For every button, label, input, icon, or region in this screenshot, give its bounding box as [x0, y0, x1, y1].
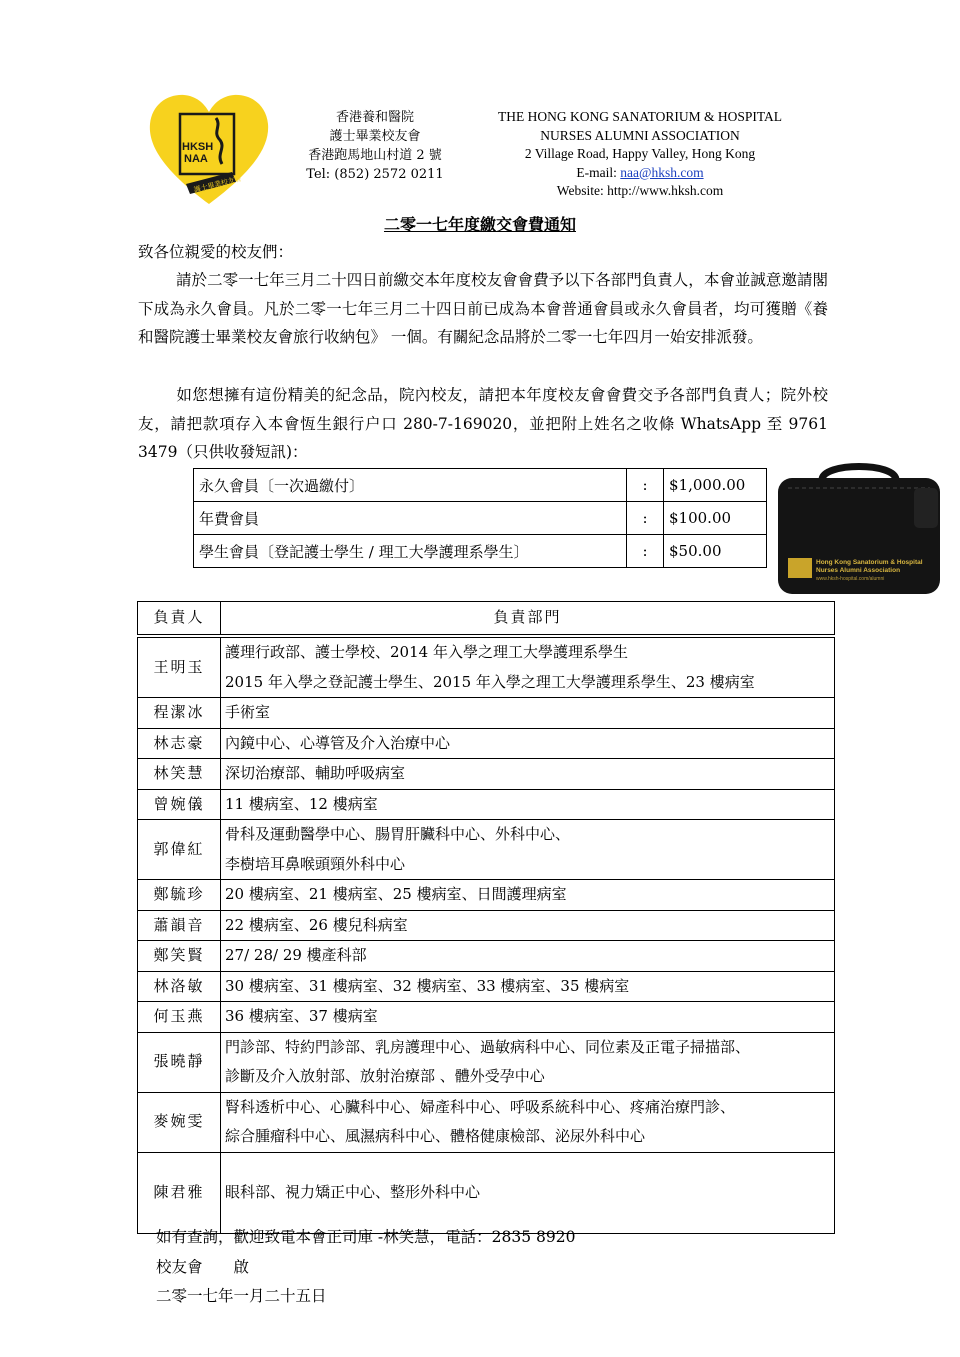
department-line: 深切治療部、輔助呼吸病室: [225, 764, 406, 782]
department-cell: [221, 698, 835, 729]
department-cell: [221, 789, 835, 820]
table-row: [138, 1152, 835, 1233]
fee-row: [194, 469, 767, 502]
header-en-assoc: NURSES ALUMNI ASSOCIATION: [540, 127, 740, 143]
table-row: [138, 910, 835, 941]
header-chinese: [290, 108, 460, 184]
header-en-email: [470, 164, 810, 183]
table-row: [138, 1032, 835, 1092]
logo-cn-text: 護士畢業校友會: [193, 174, 243, 195]
person-name: 蕭韻音: [138, 910, 221, 941]
fee-type: 永久會員〔一次過繳付〕: [194, 469, 627, 502]
department-line: 骨科及運動醫學中心、腸胃肝臟科中心、外科中心、: [225, 825, 571, 843]
header-cn-assoc: 護士畢業校友會: [329, 129, 421, 144]
department-line: 2015 年入學之登記護士學生、2015 年入學之理工大學護理系學生、23 樓病室: [225, 672, 755, 691]
fee-table: [193, 468, 767, 568]
fee-row: [194, 502, 767, 535]
department-line: 眼科部、視力矯正中心、整形外科中心: [225, 1182, 481, 1201]
bag-text-line-1: Hong Kong Sanatorium & Hospital: [816, 559, 923, 566]
department-line: 手術室: [225, 703, 271, 721]
person-name: 林志豪: [138, 728, 221, 759]
table-row: [138, 636, 835, 698]
header-cn-name: 香港養和醫院: [335, 110, 414, 125]
person-name: 何玉燕: [138, 1002, 221, 1033]
table-row: [138, 728, 835, 759]
fee-amount: $100.00: [664, 502, 767, 535]
department-line: 腎科透析中心、心臟科中心、婦產科中心、呼吸系統科中心、疼痛治療門診、: [225, 1097, 736, 1116]
department-line: 門診部、特約門診部、乳房護理中心、過敏病科中心、同位素及正電子掃描部、: [225, 1037, 751, 1056]
person-name: 陳君雅: [138, 1152, 221, 1233]
person-name: 鄭笑賢: [138, 941, 221, 972]
fee-type: 學生會員〔登記護士學生 / 理工大學護理系學生〕: [194, 535, 627, 568]
table-row: [138, 698, 835, 729]
header-en-website: Website: http://www.hksh.com: [556, 183, 724, 198]
person-name: 郭偉紅: [138, 820, 221, 880]
header-en-address: 2 Village Road, Happy Valley, Hong Kong: [524, 146, 756, 161]
table-row: [138, 971, 835, 1002]
department-line: 20 樓病室、21 樓病室、25 樓病室、日間護理病室: [225, 885, 567, 903]
department-cell: [221, 1032, 835, 1092]
signature-line: 校友會 啟: [156, 1258, 250, 1276]
header-en-hospital: THE HONG KONG SANATORIUM & HOSPITAL: [497, 109, 783, 124]
salutation: 致各位親愛的校友們：: [138, 243, 294, 261]
date-line: 二零一七年一月二十五日: [156, 1287, 327, 1305]
table-row: [138, 820, 835, 880]
department-line: 30 樓病室、31 樓病室、32 樓病室、33 樓病室、35 樓病室: [225, 976, 630, 995]
department-line: 22 樓病室、26 樓兒科病室: [225, 915, 408, 934]
bag-text-line-3: www.hksh-hospital.com/alumni: [816, 576, 885, 582]
department-line: 綜合腫瘤科中心、風濕病科中心、體格健康檢部、泌尿外科中心: [225, 1127, 646, 1145]
fee-colon: :: [627, 502, 664, 535]
department-line: 護理行政部、護士學校、2014 年入學之理工大學護理系學生: [225, 643, 628, 661]
fee-colon: :: [627, 469, 664, 502]
table-header-row: [138, 602, 835, 637]
department-cell: [221, 1152, 835, 1233]
header-cn-address: 香港跑馬地山村道 2 號: [308, 148, 442, 163]
fee-type: 年費會員: [194, 502, 627, 535]
department-line: 診斷及介入放射部、放射治療部 、體外受孕中心: [225, 1067, 545, 1085]
paragraph-1: 請於二零一七年三月二十四日前繳交本年度校友會會費予以下各部門負責人，本會並誠意邀請閣下成為永久會員。凡於二零一七年三月二十四日前已成為本會普通會員或永久會員者，均可獲贈《養和醫院護士畢業校友會旅行收納包》 一個。有關紀念品將於二零一七年四月一始安排派發。: [138, 271, 828, 347]
person-name: 鄭毓珍: [138, 880, 221, 911]
fee-amount: $50.00: [664, 535, 767, 568]
person-name: 程潔冰: [138, 698, 221, 729]
table-row: [138, 1092, 835, 1152]
person-name: 張曉靜: [138, 1032, 221, 1092]
fee-row: [194, 535, 767, 568]
department-cell: [221, 971, 835, 1002]
logo-naa-text: NAA: [184, 153, 208, 165]
department-line: 36 樓病室、37 樓病室: [225, 1007, 378, 1025]
person-name: 王明玉: [138, 636, 221, 698]
person-name: 曾婉儀: [138, 789, 221, 820]
header-person: 負責人: [138, 602, 221, 637]
fee-colon: :: [627, 535, 664, 568]
travel-bag-image: [774, 458, 944, 598]
department-cell: [221, 728, 835, 759]
person-name: 麥婉雯: [138, 1092, 221, 1152]
responsibility-table: [137, 601, 835, 1234]
header-department: 負責部門: [221, 602, 835, 637]
email-label: E-mail:: [576, 164, 621, 180]
department-line: 27/ 28/ 29 樓產科部: [225, 946, 367, 964]
notice-title: 二零一七年度繳交會費通知: [383, 215, 576, 234]
department-cell: [221, 820, 835, 880]
bag-text-line-2: Nurses Alumni Association: [816, 567, 901, 574]
table-row: [138, 759, 835, 790]
fee-amount: $1,000.00: [664, 469, 767, 502]
department-cell: [221, 941, 835, 972]
department-cell: [221, 759, 835, 790]
person-name: 林洛敏: [138, 971, 221, 1002]
header-cn-tel: Tel: (852) 2572 0211: [306, 167, 444, 182]
enquiry-line: 如有查詢，歡迎致電本會正司庫 -林笑慧，電話：2835 8920: [156, 1228, 576, 1246]
association-logo: [146, 92, 272, 210]
table-row: [138, 789, 835, 820]
department-line: 李樹培耳鼻喉頭頸外科中心: [225, 854, 406, 873]
paragraph-2: 如您想擁有這份精美的紀念品，院內校友，請把本年度校友會會費交予各部門負責人；院外校友，請把款項存入本會恆生銀行户口 280-7-169020，並把附上姓名之收條 WhatsApp 至 9761 3479（只供收發短訊)：: [138, 386, 828, 462]
department-cell: [221, 910, 835, 941]
department-line: 11 樓病室、12 樓病室: [225, 794, 378, 813]
email-link[interactable]: naa@hksh.com: [620, 164, 704, 180]
table-row: [138, 1002, 835, 1033]
table-row: [138, 941, 835, 972]
department-cell: [221, 636, 835, 698]
department-line: 內鏡中心、心導管及介入治療中心: [225, 733, 451, 752]
table-row: [138, 880, 835, 911]
header-english: [470, 108, 810, 201]
department-cell: [221, 880, 835, 911]
department-cell: [221, 1092, 835, 1152]
department-cell: [221, 1002, 835, 1033]
logo-hksh-text: HKSH: [182, 141, 214, 153]
person-name: 林笑慧: [138, 759, 221, 790]
